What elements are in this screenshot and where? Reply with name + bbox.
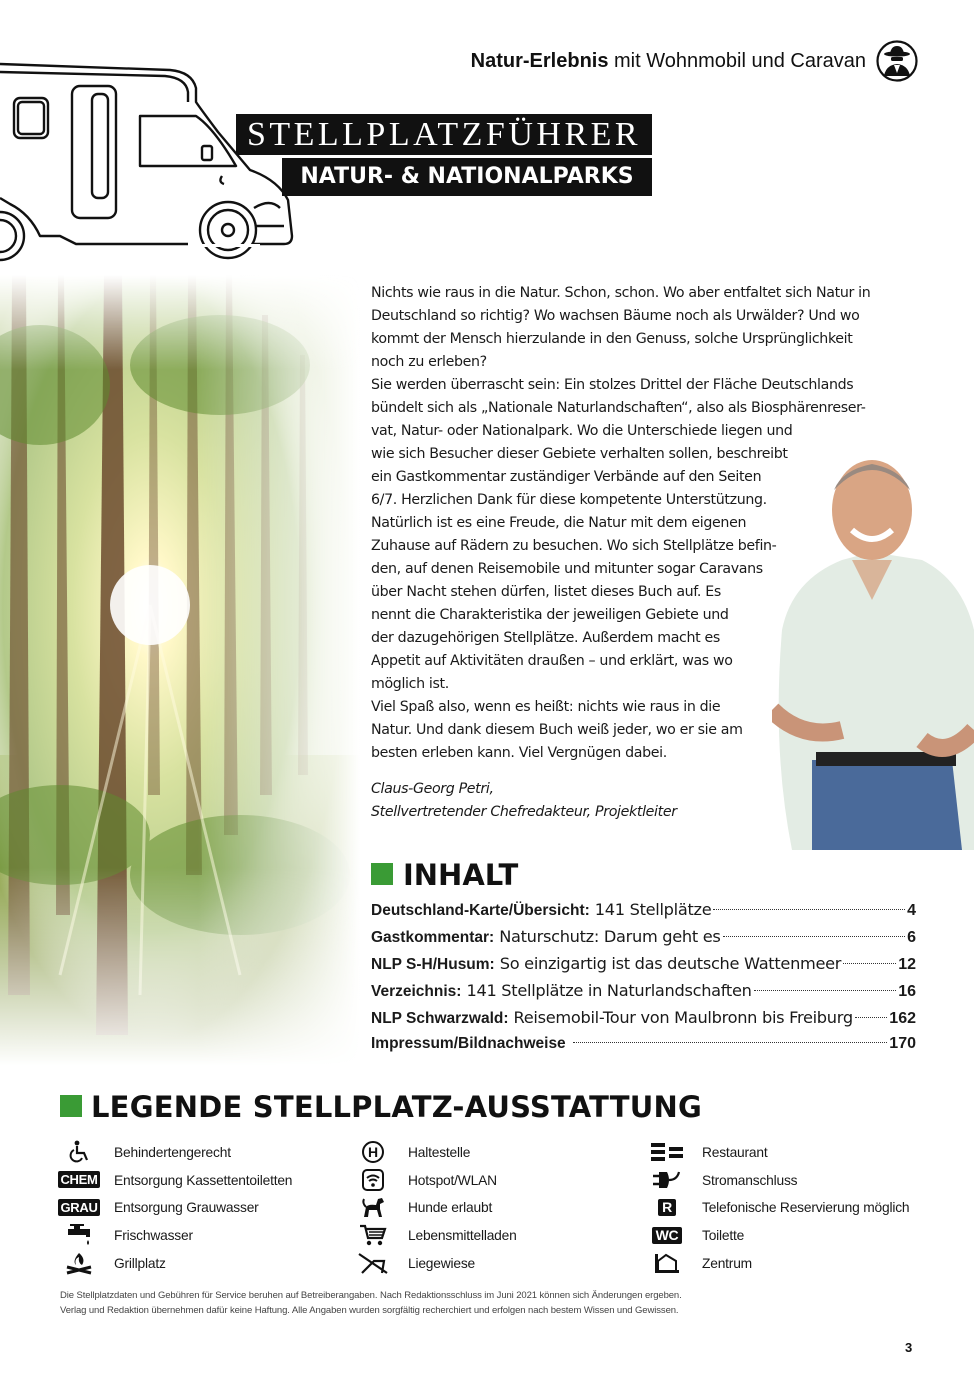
grau-badge-badge-text: GRAU [60,1199,98,1215]
contents-heading [371,858,518,892]
disclaimer-line-1: Die Stellplatzdaten und Gebühren für Service beruhen auf Betreiberangaben. Nach Redaktionsschluss im Juni 2021 können sich Änderungen ergeben. [60,1290,682,1301]
signature-role: Stellvertretender Chefredakteur, Projektleiter [371,804,677,820]
toc-entry-description: 141 Stellplätze in Naturlandschaften [466,981,752,1000]
intro-line: kommt der Mensch hierzulande in den Genuss, solche Ursprünglichkeit [371,331,853,347]
intro-line: noch zu erleben? [371,354,487,370]
legend-item-label: Entsorgung Kassettentoiletten [114,1172,293,1188]
toc-entry-description: So einzigartig ist das deutsche Wattenmeer [499,954,842,973]
legend-item-label: Zentrum [702,1255,752,1271]
toc-entry-page: 170 [889,1035,916,1052]
ranger-icon [876,40,918,82]
header-brand-bold: Natur-Erlebnis [470,50,609,72]
legend-item-label: Hotspot/WLAN [408,1172,497,1188]
toc-entry-page: 12 [898,956,916,973]
intro-line: 6/7. Herzlichen Dank für diese kompetente Unterstützung. [371,492,767,508]
grill-fire-icon [58,1251,100,1275]
toc-dot-leader [713,909,905,910]
intro-line: Viel Spaß also, wenn es heißt: nichts wie raus in die [371,699,721,715]
legend-item-label: Stromanschluss [702,1172,798,1188]
intro-line: Natürlich ist es eine Freude, die Natur mit dem eigenen [371,515,747,531]
legend-item-label: Restaurant [702,1145,768,1160]
intro-line: wie sich Besucher dieser Gebiete verhalten sollen, beschreibt [371,446,788,462]
toc-entry[interactable] [371,981,916,1008]
title-natur-nationalparks: NATUR- & NATIONALPARKS [282,158,652,196]
deckchair-icon [352,1251,394,1275]
legend-item-label: Frischwasser [114,1228,193,1244]
legend-item-label: Grillplatz [114,1255,166,1271]
intro-line: Appetit auf Aktivitäten draußen – und erklärt, was wo [371,653,733,669]
toc-entry-page: 16 [898,983,916,1000]
toc-dot-leader [754,990,897,991]
toc-entry[interactable] [371,1035,916,1062]
toc-entry-label: NLP S-H/Husum: [371,956,495,973]
intro-line: nennt die Charakteristika der jeweiligen Gebiete und [371,607,729,623]
water-tap-icon [58,1223,100,1247]
intro-line: bündelt sich als „Nationale Naturlandschaften“, also als Biosphärenreser- [371,400,866,416]
signature [371,778,771,824]
toc-entry-label: Verzeichnis: [371,983,462,1000]
green-square-marker [60,1095,82,1117]
header-brand-rest: mit Wohnmobil und Caravan [608,50,866,72]
wc-badge-text: WC [652,1227,683,1244]
dog-icon [352,1195,394,1219]
intro-line: Natur. Und dank diesem Buch weiß jeder, wo er sie am [371,722,743,738]
chem-badge-icon [58,1168,100,1192]
intro-line: Sie werden überrascht sein: Ein stolzes Drittel der Fläche Deutschlands [371,377,854,393]
toc-entry[interactable] [371,1008,916,1035]
toc-entry-label: Gastkommentar: [371,929,495,946]
editor-portrait-photo [772,430,974,850]
toc-entry-page: 4 [907,902,916,919]
intro-line: besten erleben kann. Viel Vergnügen dabei. [371,745,667,761]
legend-item-label: Telefonische Reservierung möglich [702,1200,910,1216]
bus-stop-icon [352,1140,394,1164]
wifi-icon [352,1168,394,1192]
reservation-r-badge-text: R [658,1199,676,1216]
wc-icon [646,1223,688,1247]
svg-text:H: H [367,1144,379,1160]
intro-line: über Nacht stehen dürfen, listet dieses Buch auf. Es [371,584,721,600]
contents-heading-text: INHALT [403,858,519,892]
toc-entry[interactable] [371,954,916,981]
disclaimer-line-2: Verlag und Redaktion übernehmen dafür keine Haftung. Alle Angaben wurden sorgfältig recherchiert und erfolgen nach bestem Wissen und Gewissen. [60,1305,679,1316]
wheelchair-icon [58,1140,100,1164]
legend-item-label: Liegewiese [408,1255,476,1271]
legend-item-label: Haltestelle [408,1145,471,1160]
intro-line: der dazugehörigen Stellplätze. Außerdem macht es [371,630,720,646]
intro-line: Nichts wie raus in die Natur. Schon, schon. Wo aber entfaltet sich Natur in [371,285,871,301]
legend-item-label: Toilette [702,1228,745,1244]
forest-sunlight-photo [0,275,360,1065]
header-tagline [471,50,866,73]
toc-entry[interactable] [371,900,916,927]
intro-line: vat, Natur- oder Nationalpark. Wo die Unterschiede liegen und [371,423,793,439]
toc-entry[interactable] [371,927,916,954]
toc-entry-label: NLP Schwarzwald: [371,1010,509,1027]
signature-name: Claus-Georg Petri, [371,781,494,797]
intro-line: den, auf denen Reisemobile und mitunter sogar Caravans [371,561,763,577]
intro-line: ein Gastkommentar zuständiger Verbände auf den Seiten [371,469,762,485]
legend-heading-text: LEGENDE STELLPLATZ-AUSSTATTUNG [91,1090,702,1124]
disclaimer [60,1288,760,1318]
intro-line: Deutschland so richtig? Wo wachsen Bäume noch als Urwälder? Und wo [371,308,860,324]
toc-dot-leader [723,936,906,937]
shopping-cart-icon [352,1223,394,1247]
table-of-contents [371,900,916,1062]
green-square-marker [371,863,393,885]
toc-dot-leader [573,1042,888,1043]
toc-dot-leader [843,963,896,964]
camper-van-illustration [0,58,300,268]
legend-heading [60,1090,702,1124]
chem-badge-badge-text: CHEM [60,1172,98,1188]
toc-entry-label: Deutschland-Karte/Übersicht: [371,902,590,919]
power-plug-icon [646,1168,688,1192]
toc-entry-page: 162 [889,1010,916,1027]
legend-item-label: Entsorgung Grauwasser [114,1200,259,1216]
legend-item-label: Hunde erlaubt [408,1200,493,1216]
intro-line: möglich ist. [371,676,449,692]
cutlery-icon [646,1140,688,1164]
toc-entry-description: 141 Stellplätze [594,900,712,919]
toc-dot-leader [855,1017,888,1018]
town-centre-icon [646,1251,688,1275]
intro-line: Zuhause auf Rädern zu besuchen. Wo sich Stellplätze befin- [371,538,777,554]
toc-entry-label: Impressum/Bildnachweise [371,1035,566,1052]
toc-entry-description: Reisemobil-Tour von Maulbronn bis Freiburg [513,1008,853,1027]
toc-entry-page: 6 [907,929,916,946]
legend-item-label: Lebensmittelladen [408,1228,517,1244]
toc-entry-description: Naturschutz: Darum geht es [499,927,721,946]
title-stellplatzfuehrer: STELLPLATZFÜHRER [236,114,652,155]
grau-badge-icon [58,1195,100,1219]
reservation-r-icon [646,1195,688,1219]
legend-item-label: Behindertengerecht [114,1145,231,1160]
page-number: 3 [905,1340,913,1355]
